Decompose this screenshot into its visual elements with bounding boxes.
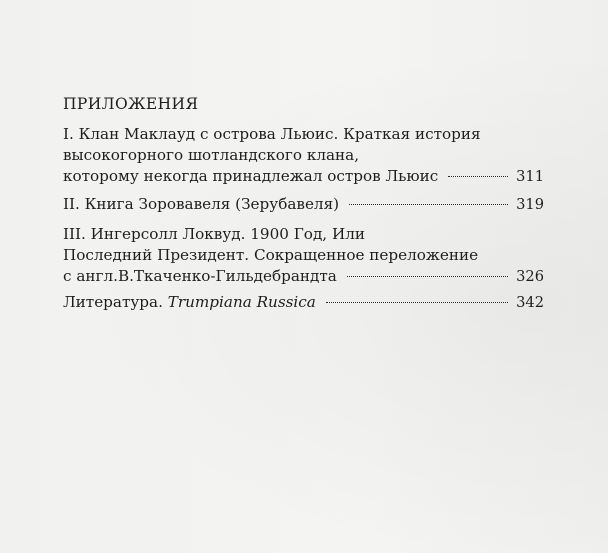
toc-entry-text-line: Последний Президент. Сокращенное переложение bbox=[63, 246, 479, 264]
toc-entry-text-line: высокогорного шотландского клана, bbox=[63, 146, 360, 164]
toc-entry-text-line: III. Ингерсолл Локвуд. 1900 Год, Или bbox=[63, 225, 365, 243]
toc-entry-text-line bbox=[63, 292, 316, 313]
literature-label: Литература. bbox=[63, 293, 168, 311]
section-title: ПРИЛОЖЕНИЯ bbox=[63, 95, 199, 113]
toc-entry-appendix-1[interactable] bbox=[63, 124, 544, 187]
toc-entry-last-line bbox=[63, 292, 544, 313]
toc-entry-text-line: которому некогда принадлежал остров Льюис bbox=[63, 167, 439, 185]
dot-leader bbox=[347, 276, 508, 277]
dot-leader bbox=[448, 176, 508, 177]
toc-page-number: 342 bbox=[516, 294, 544, 311]
toc-entry-text-line: с англ.В.Ткаченко-Гильдебрандта bbox=[63, 267, 337, 285]
toc-entry-text-line: II. Книга Зоровавеля (Зерубавеля) bbox=[63, 195, 340, 213]
toc-entry-text-line: I. Клан Маклауд с острова Льюис. Краткая история bbox=[63, 125, 481, 143]
toc-page-number: 326 bbox=[516, 268, 544, 285]
toc-entry-last-line bbox=[63, 266, 544, 287]
toc-entry-last-line bbox=[63, 194, 544, 215]
toc-entry-appendix-3[interactable] bbox=[63, 224, 544, 287]
toc-page-number: 311 bbox=[516, 168, 544, 185]
dot-leader bbox=[349, 204, 508, 205]
toc-entry-literature[interactable] bbox=[63, 292, 544, 313]
dot-leader bbox=[326, 302, 508, 303]
toc-page-number: 319 bbox=[516, 196, 544, 213]
toc-entry-last-line bbox=[63, 166, 544, 187]
toc-entry-appendix-2[interactable] bbox=[63, 194, 544, 215]
literature-italic-title: Trumpiana Russica bbox=[167, 293, 316, 311]
